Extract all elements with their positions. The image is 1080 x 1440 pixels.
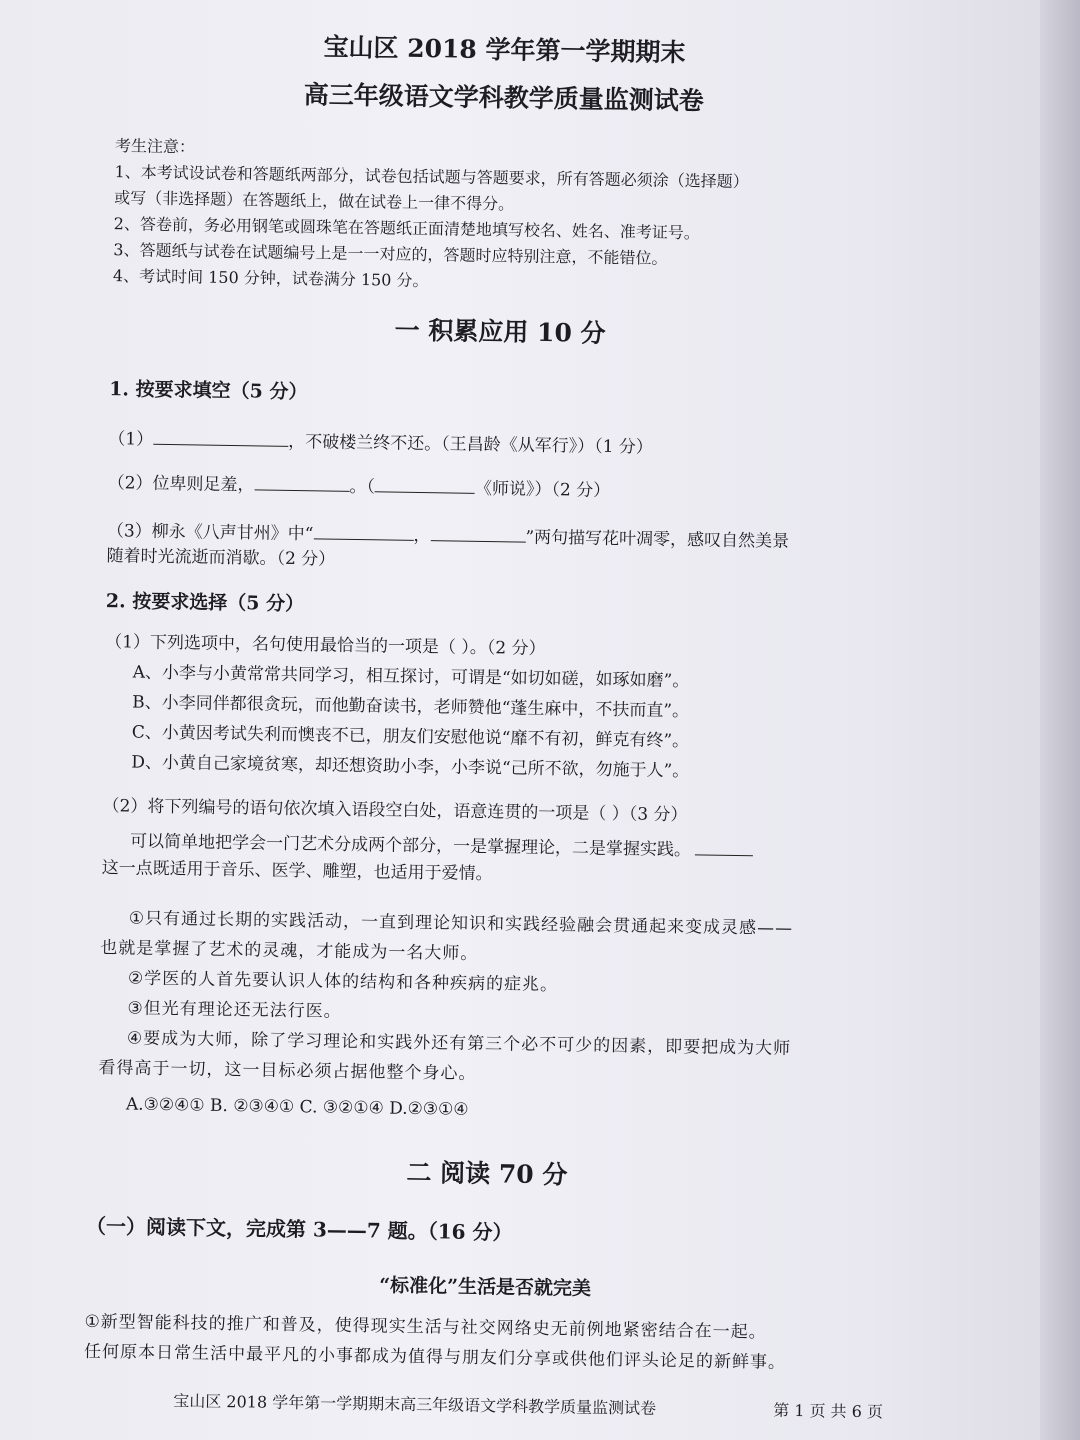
q2-paragraph-line-1 (130, 828, 753, 862)
q2-option-b: B、小李同伴都很贪玩，而他勤奋读书，老师赞他“蓬生麻中，不扶而直”。 (132, 692, 690, 722)
paper-edge (1040, 0, 1080, 1440)
q1-item-1-prefix: （1） (108, 429, 154, 450)
q2-answer-choices: A.③②④① B. ②③④① C. ③②①④ D.②③①④ (125, 1094, 469, 1120)
notice-line-4: 3、答题纸与试卷在试题编号上是一一对应的，答题时应特别注意，不能错位。 (113, 240, 668, 268)
section-1-title: 一 积累应用 10 分 (394, 315, 606, 348)
q2-option-c: C、小黄因考试失利而懊丧不已，朋友们安慰他说“靡不有初，鲜克有终”。 (131, 722, 690, 752)
sentence-1-line-2: 也就是掌握了艺术的灵魂，才能成为一名大师。 (100, 938, 479, 964)
exam-page (83, 18, 905, 1440)
sentence-1-line-1: ①只有通过长期的实践活动，一直到理论知识和实践经验融会贯通起来变成灵感—— (128, 908, 794, 939)
q1-item-2-blank-1[interactable] (254, 472, 349, 491)
article-title: “标准化”生活是否就完美 (379, 1274, 592, 1300)
notice-line-5: 4、考试时间 150 分钟，试卷满分 150 分。 (112, 266, 429, 291)
footer-exam-name: 宝山区 2018 学年第一学期期末高三年级语文学科教学质量监测试卷 (173, 1391, 657, 1418)
q1-item-3-prefix: （3）柳永《八声甘州》中“ (106, 521, 314, 545)
title-line-2: 高三年级语文学科教学质量监测试卷 (303, 80, 704, 116)
q1-item-3-suffix: ”两句描写花叶凋零，感叹自然美景 (525, 527, 790, 552)
title-line-1: 宝山区 2018 学年第一学期期末 (323, 32, 686, 68)
q1-item-1-suffix: ，不破楼兰终不还。（王昌龄《从军行》）（1 分） (288, 431, 654, 458)
q2-sub-1: （1）下列选项中，名句使用最恰当的一项是（ ）。（2 分） (105, 632, 546, 659)
sentence-2: ②学医的人首先要认识人体的结构和各种疾病的症兆。 (127, 968, 559, 996)
q1-item-2-suffix: 《师说》）（2 分） (474, 478, 611, 501)
notice-heading: 考生注意： (114, 136, 196, 157)
sentence-4-line-2: 看得高于一切，这一目标必须占据他整个身心。 (98, 1058, 477, 1084)
q2-paragraph-blank[interactable] (695, 837, 753, 856)
q2-option-d: D、小黄自己家境贫寒，却还想资助小李，小李说“己所不欲，勿施于人”。 (131, 752, 690, 782)
q2-option-a: A、小李与小黄常常共同学习，相互探讨，可谓是“如切如磋，如琢如磨”。 (132, 662, 690, 692)
q1-item-2-prefix: （2）位卑则足羞， (107, 473, 255, 496)
question-1-heading: 1. 按要求填空（5 分） (108, 378, 308, 404)
section-2-title: 二 阅读 70 分 (406, 1157, 568, 1190)
q1-item-3-blank-2[interactable] (430, 523, 525, 542)
q2-paragraph-text-1: 可以简单地把学会一门艺术分成两个部分，一是掌握理论，二是掌握实践。 (129, 831, 692, 861)
question-2-heading: 2. 按要求选择（5 分） (105, 590, 305, 616)
notice-line-3: 2、答卷前，务必用钢笔或圆珠笔在答题纸正面清楚地填写校名、姓名、准考证号。 (113, 214, 701, 243)
q1-item-2-mid: 。（ (349, 476, 376, 498)
reading-part-1-heading: （一）阅读下文，完成第 3——7 题。（16 分） (85, 1213, 513, 1245)
article-paragraph-1-line-2: 任何原本日常生活中最平凡的小事都成为值得与朋友们分享或供他们评头论足的新鲜事。 (83, 1341, 787, 1373)
sentence-4-line-1: ④要成为大师，除了学习理论和实践外还有第三个必不可少的因素，即要把成为大师 (126, 1028, 792, 1059)
q1-item-1 (108, 426, 653, 459)
article-paragraph-1-line-1: ①新型智能科技的推广和普及，使得现实生活与社交网络史无前例地紧密结合在一起。 (84, 1311, 767, 1343)
q1-item-3-blank-1[interactable] (313, 521, 413, 541)
q2-paragraph-line-2: 这一点既适用于音乐、医学、雕塑，也适用于爱情。 (101, 858, 493, 885)
q1-item-1-blank[interactable] (153, 427, 288, 447)
q1-item-3-mid: ， (413, 525, 431, 547)
footer-page-number: 第 1 页 共 6 页 (773, 1400, 884, 1422)
notice-line-2: 或写（非选择题）在答题纸上，做在试卷上一律不得分。 (114, 188, 515, 214)
q1-item-2-blank-2[interactable] (375, 474, 475, 494)
q2-sub-2: （2）将下列编号的语句依次填入语段空白处，语意连贯的一项是（ ）（3 分） (102, 796, 688, 826)
sentence-3: ③但光有理论还无法行医。 (127, 998, 342, 1022)
q1-item-3-line-2: 随着时光流逝而消歇。（2 分） (106, 546, 336, 570)
notice-line-1: 1、本考试设试卷和答题纸两部分，试卷包括试题与答题要求，所有答题必须涂（选择题） (114, 162, 749, 192)
q1-item-2 (108, 470, 611, 502)
